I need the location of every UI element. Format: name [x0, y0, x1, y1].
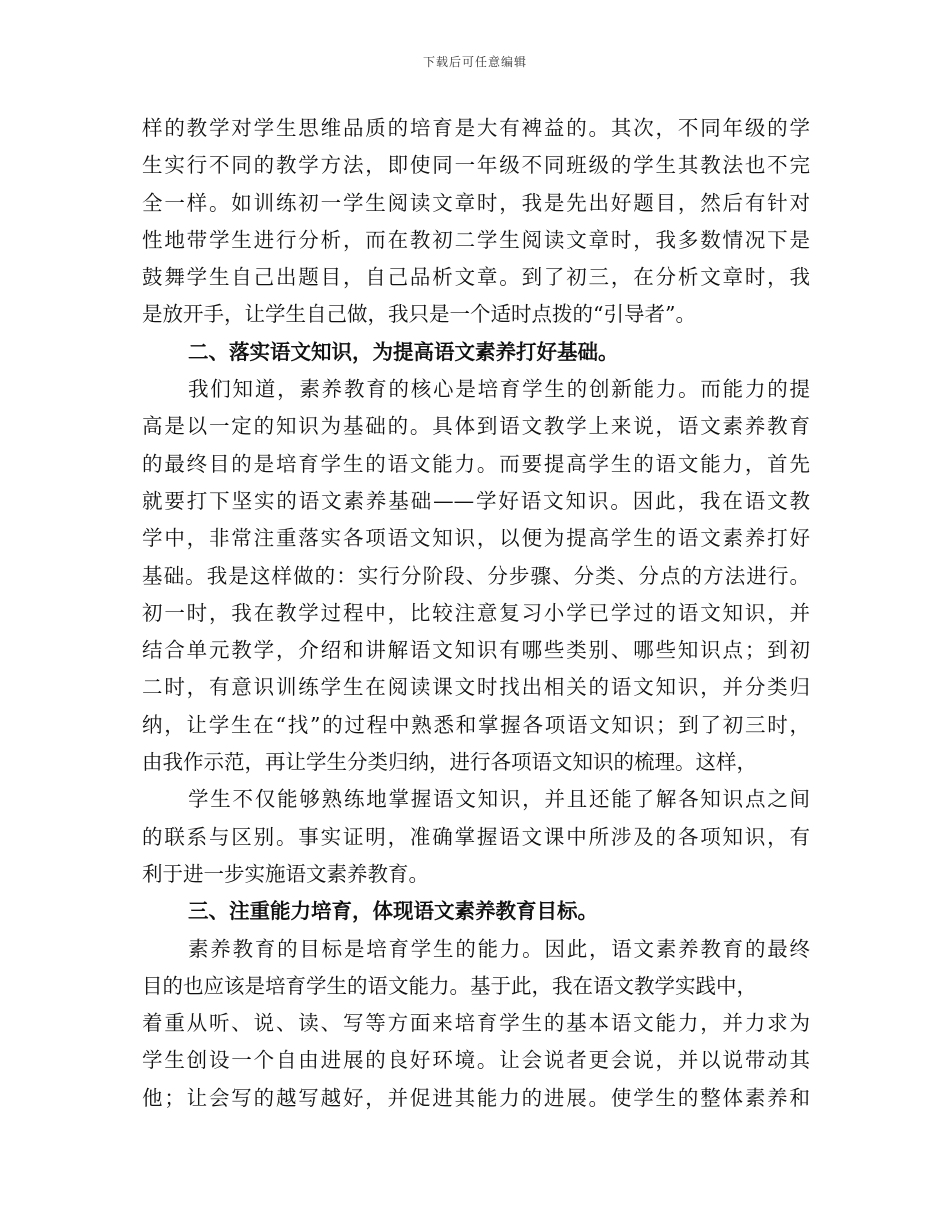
text-line: 初一时，我在教学过程中，比较注意复习小学已学过的语文知识，并: [142, 600, 810, 625]
section-heading: 二、落实语文知识，为提高语文素养打好基础。: [188, 339, 619, 364]
text-line: 高是以一定的知识为基础的。具体到语文教学上来说，语文素养教育: [142, 414, 810, 439]
paragraph-first-line: 学生不仅能够熟练地掌握语文知识，并且还能了解各知识点之间: [188, 787, 810, 812]
text-line: 的最终目的是培育学生的语文能力。而要提高学生的语文能力，首先: [142, 451, 810, 476]
document-body: [142, 110, 810, 1117]
text-line: 利于进一步实施语文素养教育。: [142, 861, 429, 886]
text-line: 结合单元教学，介绍和讲解语文知识有哪些类别、哪些知识点；到初: [142, 638, 810, 663]
text-line: 样的教学对学生思维品质的培育是大有裨益的。其次，不同年级的学: [142, 116, 810, 140]
text-line: 目的也应该是培育学生的语文能力。基于此，我在语文教学实践中，: [142, 973, 757, 998]
text-line: 就要打下坚实的语文素养基础——学好语文知识。因此，我在语文教: [142, 488, 810, 513]
text-line: 学中，非常注重落实各项语文知识，以便为提高学生的语文素养打好: [142, 526, 810, 551]
text-line: 鼓舞学生自己出题目，自己品析文章。到了初三，在分析文章时，我: [142, 265, 810, 290]
paragraph-first-line: 我们知道，素养教育的核心是培育学生的创新能力。而能力的提: [188, 377, 810, 402]
page-header: 下载后可任意编辑: [422, 55, 527, 69]
text-line: 二时，有意识训练学生在阅读课文时找出相关的语文知识，并分类归: [142, 675, 810, 700]
text-line: 纳，让学生在“找”的过程中熟悉和掌握各项语文知识；到了初三时，: [142, 712, 810, 737]
text-line: 性地带学生进行分析，而在教初二学生阅读文章时，我多数情况下是: [142, 227, 810, 252]
text-line: 基础。我是这样做的：实行分阶段、分步骤、分类、分点的方法进行。: [142, 563, 810, 588]
paragraph-first-line: 素养教育的目标是培育学生的能力。因此，语文素养教育的最终: [188, 936, 810, 961]
text-line: 是放开手，让学生自己做，我只是一个适时点拨的“引导者”。: [142, 302, 696, 327]
section-heading: 三、注重能力培育，体现语文素养教育目标。: [188, 899, 598, 924]
text-line: 着重从听、说、读、写等方面来培育学生的基本语文能力，并力求为: [142, 1011, 810, 1036]
text-line: 学生创设一个自由进展的良好环境。让会说者更会说，并以说带动其: [142, 1048, 810, 1073]
text-line: 全一样。如训练初一学生阅读文章时，我是先出好题目，然后有针对: [142, 190, 810, 215]
text-line: 由我作示范，再让学生分类归纳，进行各项语文知识的梳理。这样，: [142, 750, 757, 775]
text-line: 的联系与区别。事实证明，准确掌握语文课中所涉及的各项知识，有: [142, 824, 810, 849]
text-line: 他；让会写的越写越好，并促进其能力的进展。使学生的整体素养和: [142, 1085, 810, 1110]
text-line: 生实行不同的教学方法，即使同一年级不同班级的学生其教法也不完: [142, 153, 810, 178]
